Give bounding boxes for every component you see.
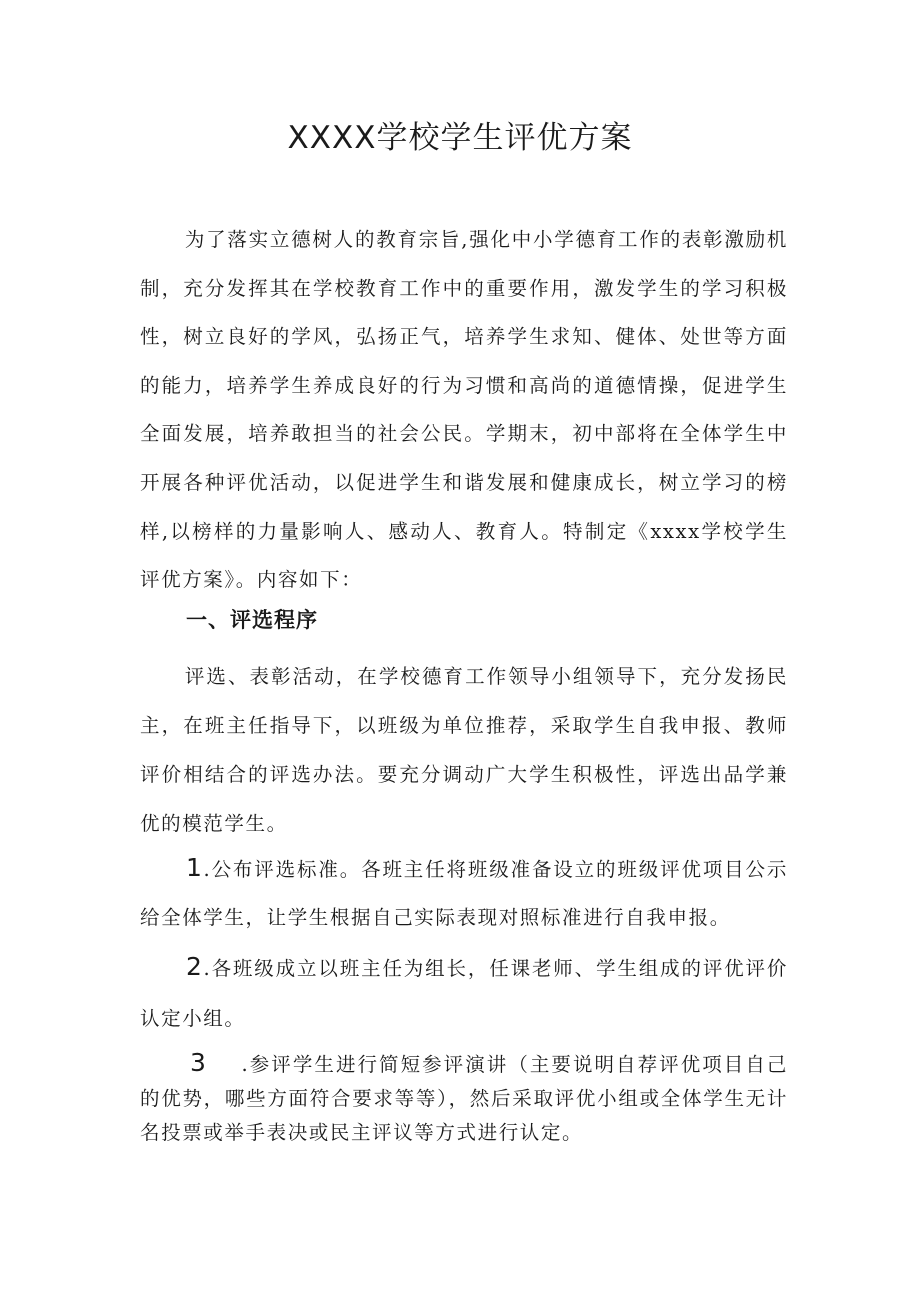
list-item [140,1046,788,1150]
list-item-text: .各班级成立以班主任为组长，任课老师、学生组成的评优评价认定小组。 [140,957,788,1030]
list-item-text: .参评学生进行简短参评演讲（主要说明自荐评优项目自己的优势，哪些方面符合要求等等），然后采取评优小组或全体学生无计名投票或举手表决或民主评议等方式进行认定。 [140,1053,788,1144]
list-item [140,844,788,942]
section-heading: 一、评选程序 [186,608,318,632]
document-title: XXXX学校学生评优方案 [287,120,633,156]
list-item-number: 3 [190,1048,208,1077]
list-item-number: 2 [186,952,204,981]
intro-paragraph: 为了落实立德树人的教育宗旨,强化中小学德育工作的表彰激励机制，充分发挥其在学校教育工作中的重要作用，激发学生的学习积极性，树立良好的学风，弘扬正气，培养学生求知、健体、处世等方面的能力，培养学生养成良好的行为习惯和高尚的道德情操，促进学生全面发展，培养敢担当的社会公民。学期末，初中部将在全体学生中开展各种评优活动，以促进学生和谐发展和健康成长，树立学习的榜样,以榜样的力量影响人、感动人、教育人。特制定《xxxx学校学生评优方案》。内容如下： [140,228,788,592]
list-item [140,942,788,1044]
list-item-number: 1 [186,853,204,882]
list-item-text: .公布评选标准。各班主任将班级准备设立的班级评优项目公示给全体学生，让学生根据自己实际表现对照标准进行自我申报。 [140,858,788,929]
procedure-paragraph: 评选、表彰活动，在学校德育工作领导小组领导下，充分发扬民主，在班主任指导下，以班级为单位推荐，采取学生自我申报、教师评价相结合的评选办法。要充分调动广大学生积极性，评选出品学兼优的模范学生。 [140,665,788,835]
